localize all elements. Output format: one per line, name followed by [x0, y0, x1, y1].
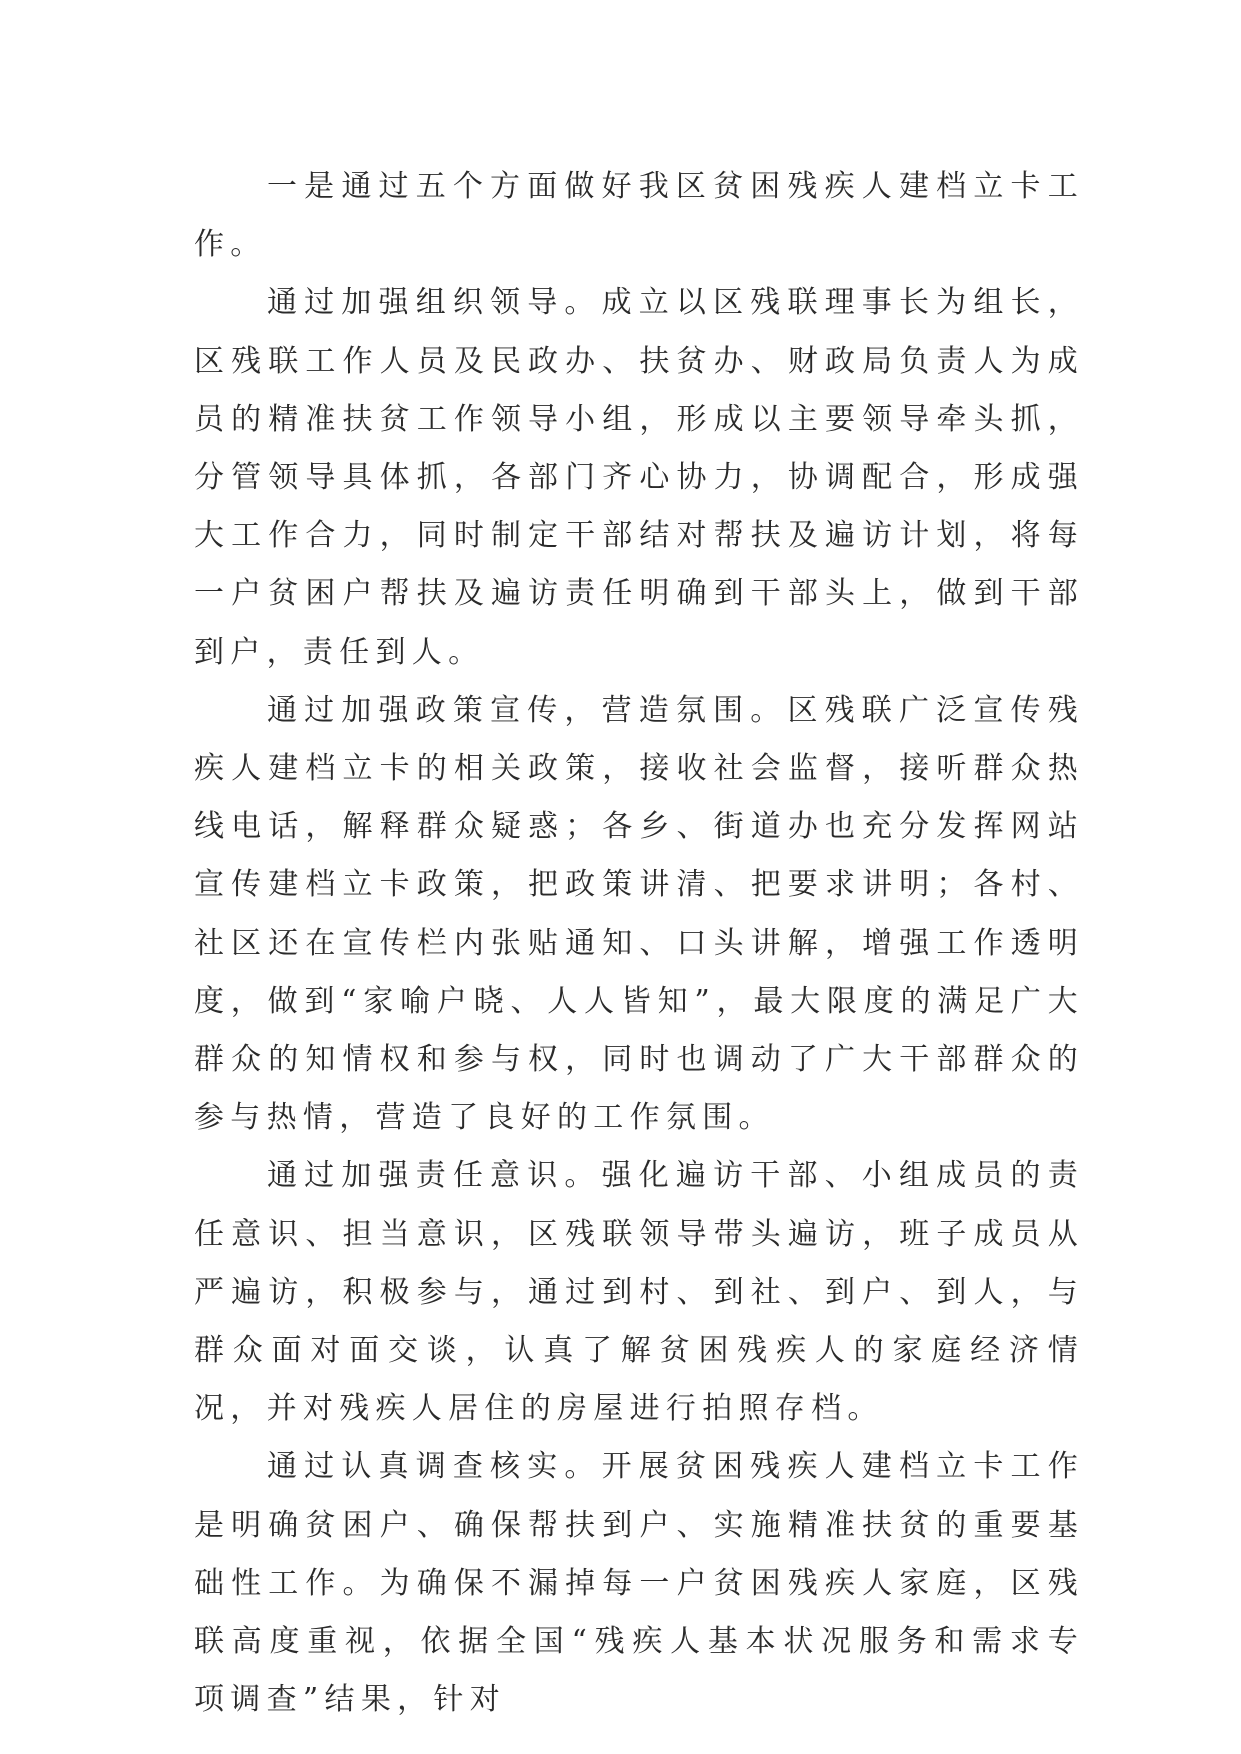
paragraph-organization-leadership: 通过加强组织领导。成立以区残联理事长为组长，区残联工作人员及民政办、扶贫办、财政局负责人为成员的精准扶贫工作领导小组，形成以主要领导牵头抓，分管领导具体抓，各部门齐心协力，协调配合，形成强大工作合力，同时制定干部结对帮扶及遍访计划，将每一户贫困户帮扶及遍访责任明确到干部头上，做到干部到户，责任到人。 — [194, 285, 1084, 670]
paragraph-investigation-verification: 通过认真调查核实。开展贫困残疾人建档立卡工作是明确贫困户、确保帮扶到户、实施精准扶贫的重要基础性工作。为确保不漏掉每一户贫困残疾人家庭，区残联高度重视，依据全国“残疾人基本状况服务和需求专项调查”结果，针对 — [194, 1449, 1084, 1718]
paragraph-summary: 一是通过五个方面做好我区贫困残疾人建档立卡工作。 — [194, 169, 1084, 263]
paragraph-responsibility-awareness: 通过加强责任意识。强化遍访干部、小组成员的责任意识、担当意识，区残联领导带头遍访，班子成员从严遍访，积极参与，通过到村、到社、到户、到人，与群众面对面交谈，认真了解贫困残疾人的家庭经济情况，并对残疾人居住的房屋进行拍照存档。 — [194, 1158, 1084, 1427]
paragraph-policy-publicity: 通过加强政策宣传，营造氛围。区残联广泛宣传残疾人建档立卡的相关政策，接收社会监督，接听群众热线电话，解释群众疑惑；各乡、街道办也充分发挥网站宣传建档立卡政策，把政策讲清、把要求讲明；各村、社区还在宣传栏内张贴通知、口头讲解，增强工作透明度，做到“家喻户晓、人人皆知”，最大限度的满足广大群众的知情权和参与权，同时也调动了广大干部群众的参与热情，营造了良好的工作氛围。 — [194, 692, 1084, 1136]
document-body — [194, 158, 1084, 1729]
